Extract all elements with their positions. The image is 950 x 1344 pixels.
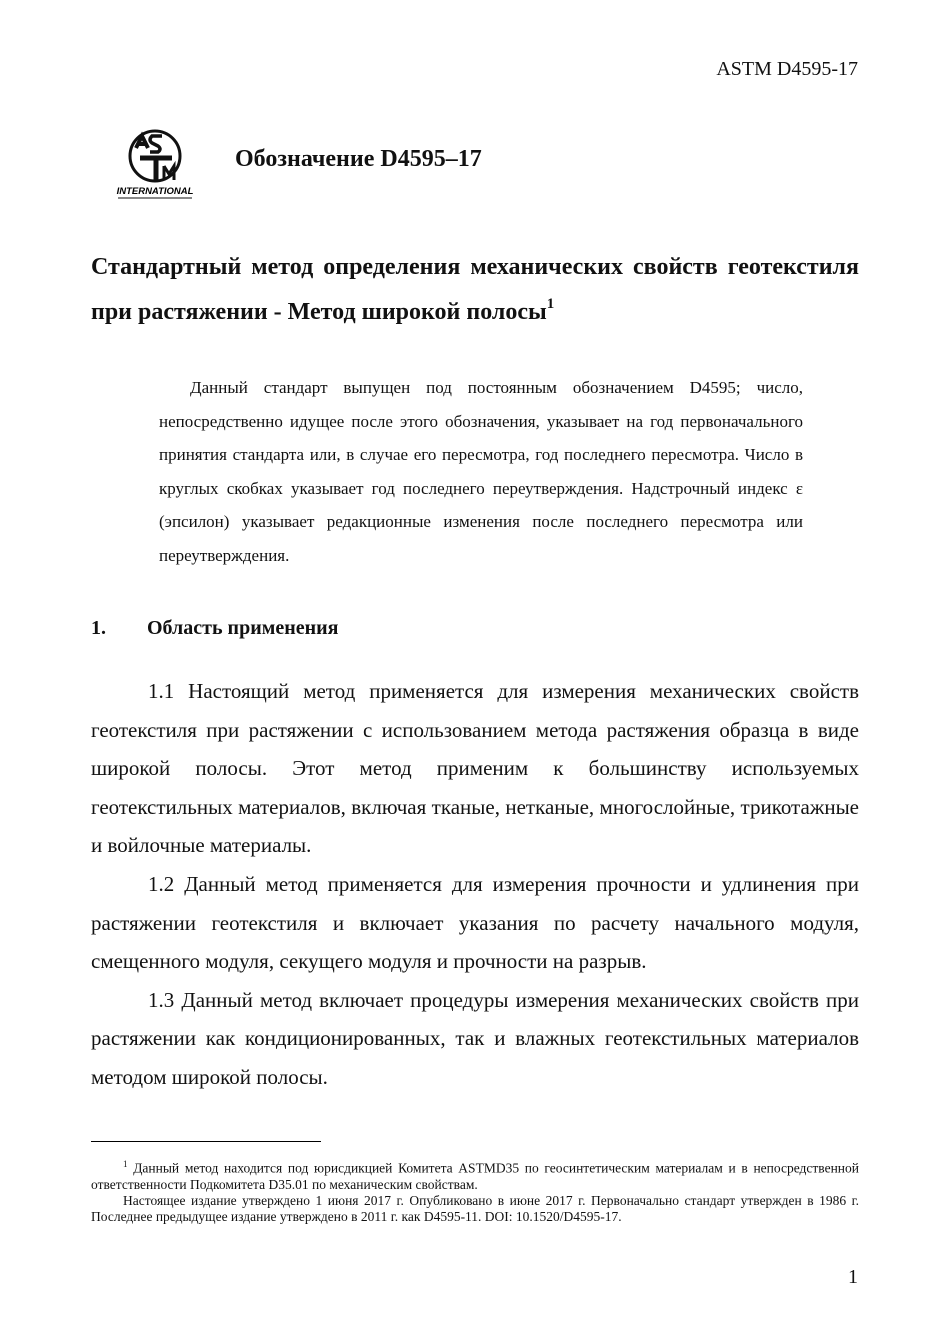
document-title bbox=[91, 248, 859, 332]
footnote bbox=[91, 1156, 859, 1225]
footnote-marker: 1 bbox=[123, 1159, 128, 1169]
page-number: 1 bbox=[848, 1266, 858, 1288]
paragraph-1-1: 1.1 Настоящий метод применяется для измерения механических свойств геотекстиля при растяжении с использованием метода растяжения образца в виде широкой полосы. Этот метод применим к большинству используемых геотекстильных материалов, включая тканые, нетканые, многослойные, трикотажные и войлочные материалы. bbox=[91, 679, 859, 858]
footnote-text-1: Данный метод находится под юрисдикцией Комитета ASTMD35 по геосинтетическим материалам и в непосредственной ответственности Подкомитета D35.01 по механическим свойствам. bbox=[91, 1160, 860, 1192]
section-heading bbox=[91, 617, 339, 640]
footnote-separator bbox=[91, 1141, 321, 1142]
footnote-line-2: Настоящее издание утверждено 1 июня 2017 г. Опубликовано в июне 2017 г. Первоначально стандарт утвержден в 1986 г. Последнее предыдущее издание утверждено в 2011 г. как D4595-11. DOI: 10.1520/D4595-17. bbox=[91, 1192, 859, 1224]
title-text: Стандартный метод определения механических свойств геотекстиля при растяжении - Метод широкой полосы bbox=[91, 254, 859, 325]
paragraph-1-3: 1.3 Данный метод включает процедуры измерения механических свойств при растяжении как кондиционированных, так и влажных геотекстильных материалов методом широкой полосы. bbox=[91, 987, 859, 1089]
paragraph-1-2: 1.2 Данный метод применяется для измерения прочности и удлинения при растяжении геотекстиля и включает указания по расчету начального модуля, смещенного модуля, секущего модуля и прочности на разрыв. bbox=[91, 871, 859, 974]
footnote-line-1 bbox=[91, 1156, 859, 1193]
title-footnote-ref: 1 bbox=[546, 296, 555, 312]
intro-note: Данный стандарт выпущен под постоянным обозначением D4595; число, непосредственно идущее после этого обозначения, указывает на год первоначального принятия стандарта или, в случае его пересмотра, год последнего пересмотра. Число в круглых скобках указывает год последнего переутверждения. Надстрочный индекс ε (эпсилон) указывает редакционные изменения после последнего пересмотра или переутверждения. bbox=[159, 378, 803, 565]
astm-international-logo bbox=[112, 126, 198, 200]
section-body bbox=[91, 672, 859, 1097]
logo-wordmark: INTERNATIONAL bbox=[116, 186, 194, 197]
section-number: 1. bbox=[91, 617, 106, 639]
standard-code-header: ASTM D4595-17 bbox=[716, 58, 858, 80]
section-title: Область применения bbox=[147, 617, 339, 639]
designation-heading: Обозначение D4595–17 bbox=[235, 146, 482, 172]
